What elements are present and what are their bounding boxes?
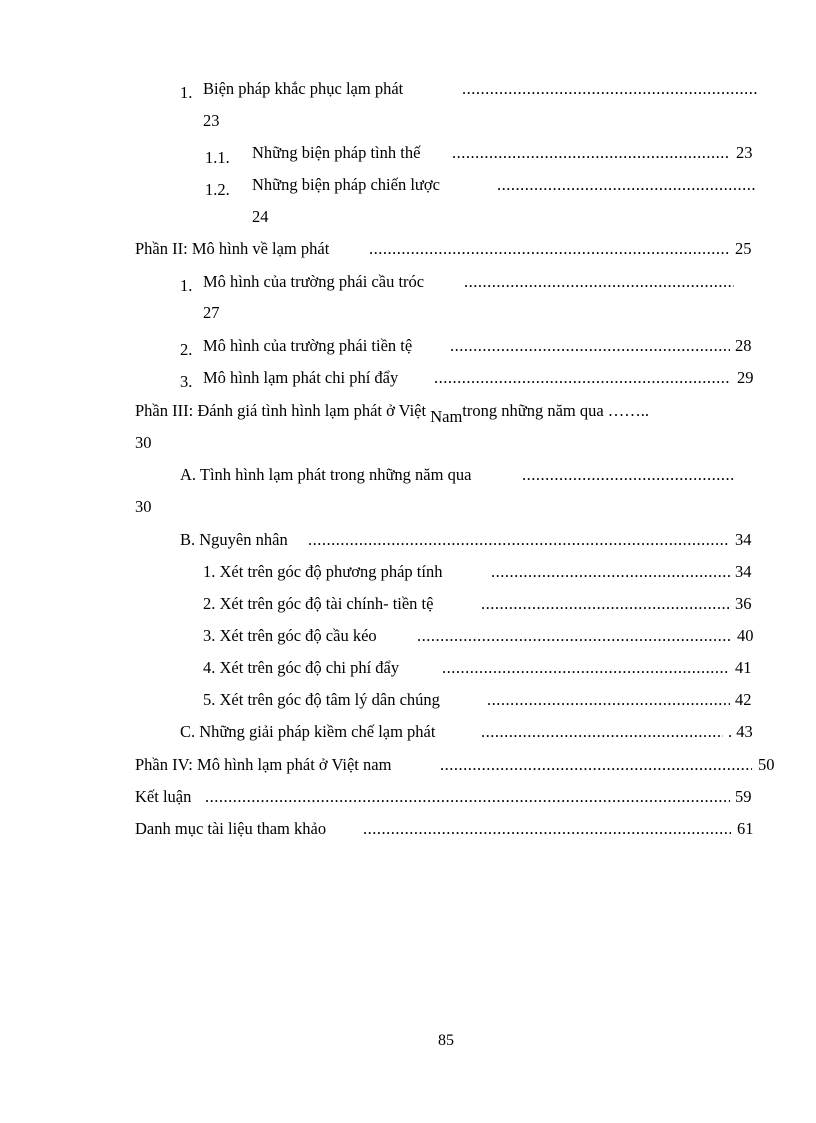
toc-item-page: . 43	[728, 722, 753, 741]
toc-item-label: Biện pháp khắc phục lạm phát	[203, 79, 404, 98]
page-number: 85	[438, 1032, 454, 1049]
toc-item-label: Mô hình lạm phát chi phí đẩy	[203, 368, 399, 387]
toc-leader	[491, 562, 730, 582]
toc-leader	[205, 787, 730, 807]
toc-leader	[464, 272, 734, 292]
toc-item-label: 2. Xét trên góc độ tài chính- tiền tệ	[203, 594, 434, 613]
toc-item-label: 5. Xét trên góc độ tâm lý dân chúng	[203, 690, 440, 709]
toc-leader	[450, 336, 730, 356]
toc-item-page: 28	[735, 336, 752, 355]
toc-item-number: 3.	[180, 372, 193, 391]
toc-item-label: 4. Xét trên góc độ chi phí đẩy	[203, 658, 400, 677]
toc-leader	[363, 819, 731, 839]
toc-part-label: Phần III: Đánh giá tình hình lạm phát ở Việt	[135, 401, 427, 420]
toc-item-label: Những biện pháp chiến lược	[252, 175, 440, 194]
toc-item-label: 3. Xét trên góc độ cầu kéo	[203, 626, 377, 645]
toc-item-page: 36	[735, 594, 752, 613]
toc-part-label: Kết luận	[135, 787, 192, 806]
toc-item-label: B. Nguyên nhân	[180, 530, 288, 549]
toc-item-page: 42	[735, 690, 752, 709]
toc-item-number: 1.	[180, 83, 193, 102]
toc-leader	[442, 658, 730, 678]
toc-item-label: A. Tình hình lạm phát trong những năm qua	[180, 465, 472, 484]
toc-item-label: Mô hình của trường phái cầu tróc	[203, 272, 425, 291]
toc-part-label: Danh mục tài liệu tham khảo	[135, 819, 327, 838]
toc-item-page: 40	[737, 626, 754, 645]
toc-item-page: 25	[735, 239, 752, 258]
toc-item-page: 41	[735, 658, 752, 677]
toc-leader	[481, 594, 729, 614]
toc-item-page: 23	[203, 111, 220, 130]
toc-item-page: 30	[135, 433, 152, 452]
toc-leader	[434, 368, 730, 388]
toc-leader	[522, 465, 734, 485]
toc-item-number: 1.2.	[205, 180, 230, 199]
toc-part-label: Phần II: Mô hình về lạm phát	[135, 239, 330, 258]
toc-leader	[308, 530, 730, 550]
toc-leader	[440, 755, 752, 775]
toc-item-number: 2.	[180, 340, 193, 359]
toc-part-label-end: trong những năm qua ……..	[462, 401, 650, 420]
toc-item-label: Những biện pháp tình thế	[252, 143, 421, 162]
toc-part-label: Phần IV: Mô hình lạm phát ở Việt nam	[135, 755, 392, 774]
toc-leader	[417, 626, 730, 646]
toc-leader	[497, 175, 757, 195]
toc-item-label: C. Những giải pháp kiềm chế lạm phát	[180, 722, 436, 741]
toc-item-page: 30	[135, 497, 152, 516]
toc-item-page: 29	[737, 368, 754, 387]
toc-part-label-subscript: Nam	[430, 407, 463, 426]
toc-item-page: 50	[758, 755, 775, 774]
toc-leader	[462, 79, 758, 99]
toc-item-number: 1.	[180, 276, 193, 295]
toc-item-number: 1.1.	[205, 148, 230, 167]
toc-leader	[481, 722, 723, 742]
toc-item-page: 34	[735, 530, 752, 549]
toc-item-page: 24	[252, 207, 269, 226]
toc-part-heading	[135, 401, 650, 426]
toc-leader	[369, 239, 729, 259]
toc-item-page: 34	[735, 562, 752, 581]
toc-item-label: 1. Xét trên góc độ phương pháp tính	[203, 562, 443, 581]
toc-leader	[452, 143, 730, 163]
toc-item-page: 23	[736, 143, 753, 162]
toc-item-page: 61	[737, 819, 754, 838]
toc-item-label: Mô hình của trường phái tiền tệ	[203, 336, 413, 355]
toc-item-page: 27	[203, 303, 220, 322]
toc-item-page: 59	[735, 787, 752, 806]
toc-leader	[487, 690, 730, 710]
